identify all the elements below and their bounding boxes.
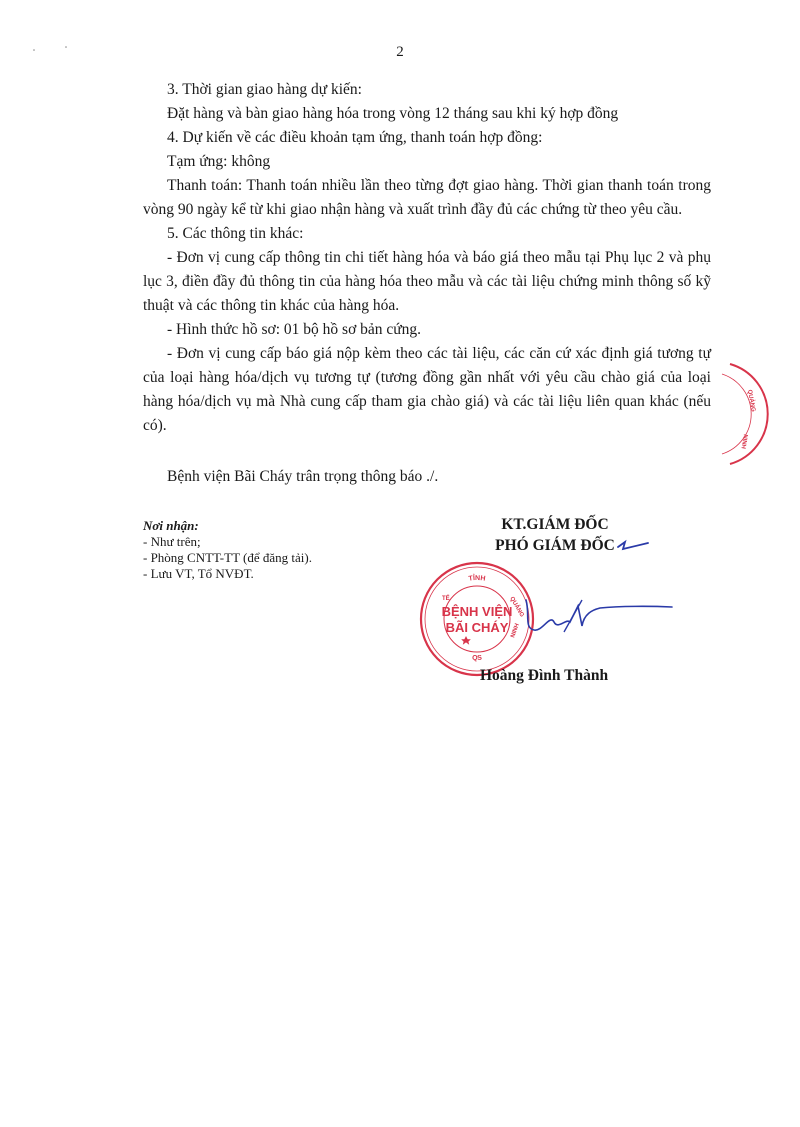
check-mark-icon [616,538,650,552]
stamp-ring-bottom: QS [471,654,483,663]
stamp-center-line-1: BỆNH VIỆN [441,604,513,619]
section-5-heading: 5. Các thông tin khác: [167,225,304,242]
closing-line: Bệnh viện Bãi Cháy trân trọng thông báo ./. [167,468,439,485]
signer-name: Hoàng Đình Thành [480,667,609,684]
margin-dots [30,44,70,54]
recipient-item: - Phòng CNTT-TT (để đăng tải). [143,550,312,565]
section-3-heading: 3. Thời gian giao hàng dự kiến: [167,81,362,98]
stamp-center-line-2: BÃI CHÁY [445,620,509,635]
signature-title-block [470,514,640,556]
seal-edge-text-1: QUẢNG [746,389,756,413]
section-5-item-3: - Đơn vị cung cấp báo giá nộp kèm theo các tài liệu, các căn cứ xác định giá tương tự của loại hàng hóa/dịch vụ tương tự (tương đồng gần nhất với yêu cầu chào giá của loại hàng hóa/dịch vụ mà Nhà cung cấp tham gia chào giá) và các tài liệu liên quan khác (nếu có). [143,345,711,434]
stamp-ring-top: TỈNH [468,574,486,583]
section-4-heading: 4. Dự kiến về các điều khoản tạm ứng, thanh toán hợp đồng: [167,129,543,146]
recipient-item: - Lưu VT, Tổ NVĐT. [143,566,254,581]
recipients-block [143,518,312,582]
section-5-item-1: - Đơn vị cung cấp thông tin chi tiết hàng hóa và báo giá theo mẫu tại Phụ lục 2 và phụ lục 3, điền đầy đủ thông tin của hàng hóa theo mẫu và các tài liệu chứng minh thông số kỹ thuật và các thông tin khác của hàng hóa. [143,249,711,314]
signature-title-line-2: PHÓ GIÁM ĐỐC [495,537,615,554]
stamp-ring-right-2: NINH [510,622,521,639]
section-4-advance: Tạm ứng: không [167,153,271,170]
document-body [143,78,711,438]
seal-edge-text-2: NINH [739,433,748,450]
svg-text:TỈNH [468,573,486,583]
section-5-item-2: - Hình thức hồ sơ: 01 bộ hồ sơ bản cứng. [167,321,422,338]
section-3-text: Đặt hàng và bàn giao hàng hóa trong vòng 12 tháng sau khi ký hợp đồng [167,105,619,122]
stamp-ring-right: QUẢNG [508,596,525,619]
recipients-title: Nơi nhận: [143,518,199,533]
signature-title-line-1: KT.GIÁM ĐỐC [501,516,609,533]
recipient-item: - Như trên; [143,534,201,549]
page-number: 2 [396,44,404,60]
official-stamp [418,560,536,678]
section-4-payment: Thanh toán: Thanh toán nhiều lần theo từng đợt giao hàng. Thời gian thanh toán trong vòng 90 ngày kể từ khi giao nhận hàng và xuất trình đầy đủ các chứng từ theo yêu cầu. [143,177,711,218]
handwritten-signature [520,592,680,642]
svg-text:QS [472,655,483,662]
page-seal-fragment [712,360,772,470]
stamp-ring-left: TẾ [442,596,450,602]
